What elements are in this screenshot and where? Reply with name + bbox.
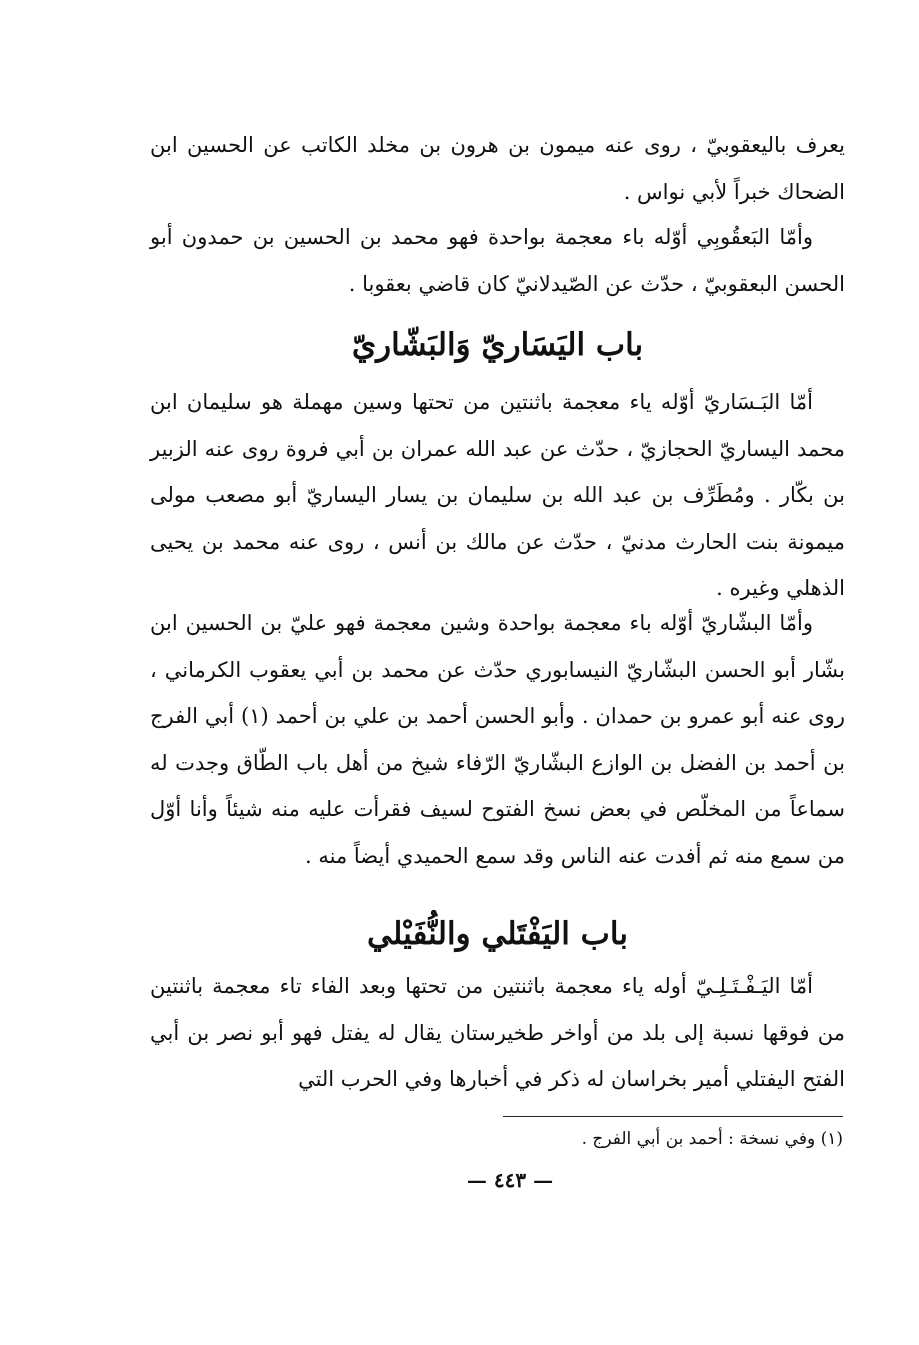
paragraph-4-block — [150, 600, 845, 879]
paragraph-2: وأمّا البَعقُوبِي أوّله باء معجمة بواحدة فهو محمد بن الحسين بن حمدون أبو الحسن البعقوبيّ ، حدّث عن الصّيدلانيّ كان قاضي بعقوبا . — [150, 225, 845, 296]
paragraph-5-block — [150, 963, 845, 1103]
paragraph-1-block — [150, 122, 845, 215]
paragraph-5: أمّا اليَـفْـتَـلِـيّ أوله ياء معجمة باثنتين من تحتها وبعد الفاء تاء معجمة باثنتين من فوقها نسبة إلى بلد من أواخر طخيرستان يقال له يفتل فهو أبو نصر بن أبي الفتح اليفتلي أمير بخراسان له ذكر في أخبارها وفي الحرب التي — [150, 974, 845, 1091]
paragraph-1: يعرف باليعقوبيّ ، روى عنه ميمون بن هرون بن مخلد الكاتب عن الحسين ابن الضحاك خبراً لأبي نواس . — [150, 133, 845, 204]
section-heading-yasari-bashari: باب اليَسَاريّ وَالبَشّاريّ — [351, 327, 644, 363]
paragraph-3-block — [150, 379, 845, 612]
paragraph-2-block — [150, 214, 845, 307]
paragraph-4: وأمّا البشّاريّ أوّله باء معجمة بواحدة وشين معجمة فهو عليّ بن الحسين ابن بشّار أبو الحسن البشّاريّ النيسابوري حدّث عن محمد بن أبي يعقوب الكرماني ، روى عنه أبو عمرو بن حمدان . وأبو الحسن أحمد بن علي بن أحمد (١) أبي الفرج بن أحمد بن الفضل بن الوازع البشّاريّ الرّفاء شيخ من أهل باب الطّاق وجدت له سماعاً من المخلّص في بعض نسخ الفتوح لسيف فقرأت عليه منه شيئاً وأنا أوّل من سمع منه ثم أفدت عنه الناس وقد سمع الحميدي أيضاً منه . — [150, 611, 845, 868]
page-number: — ٤٤٣ — — [466, 1168, 554, 1192]
paragraph-3: أمّا البَـسَاريّ أوّله ياء معجمة باثنتين من تحتها وسين مهملة هو سليمان ابن محمد اليساريّ الحجازيّ ، حدّث عن عبد الله عمران بن أبي فروة روى عنه الزبير بن بكّار . ومُطَرِّف بن عبد الله بن سليمان بن يسار اليساريّ أبو مصعب مولى ميمونة بنت الحارث مدنيّ ، حدّث عن مالك بن أنس ، روى عنه محمد بن يحيى الذهلي وغيره . — [150, 390, 845, 600]
footnote-divider — [503, 1116, 843, 1117]
section-heading-yaftali-nufayli: باب اليَفْتَلي والنُّفَيْلي — [367, 916, 628, 952]
footnote: (١) وفي نسخة : أحمد بن أبي الفرج . — [581, 1129, 843, 1149]
